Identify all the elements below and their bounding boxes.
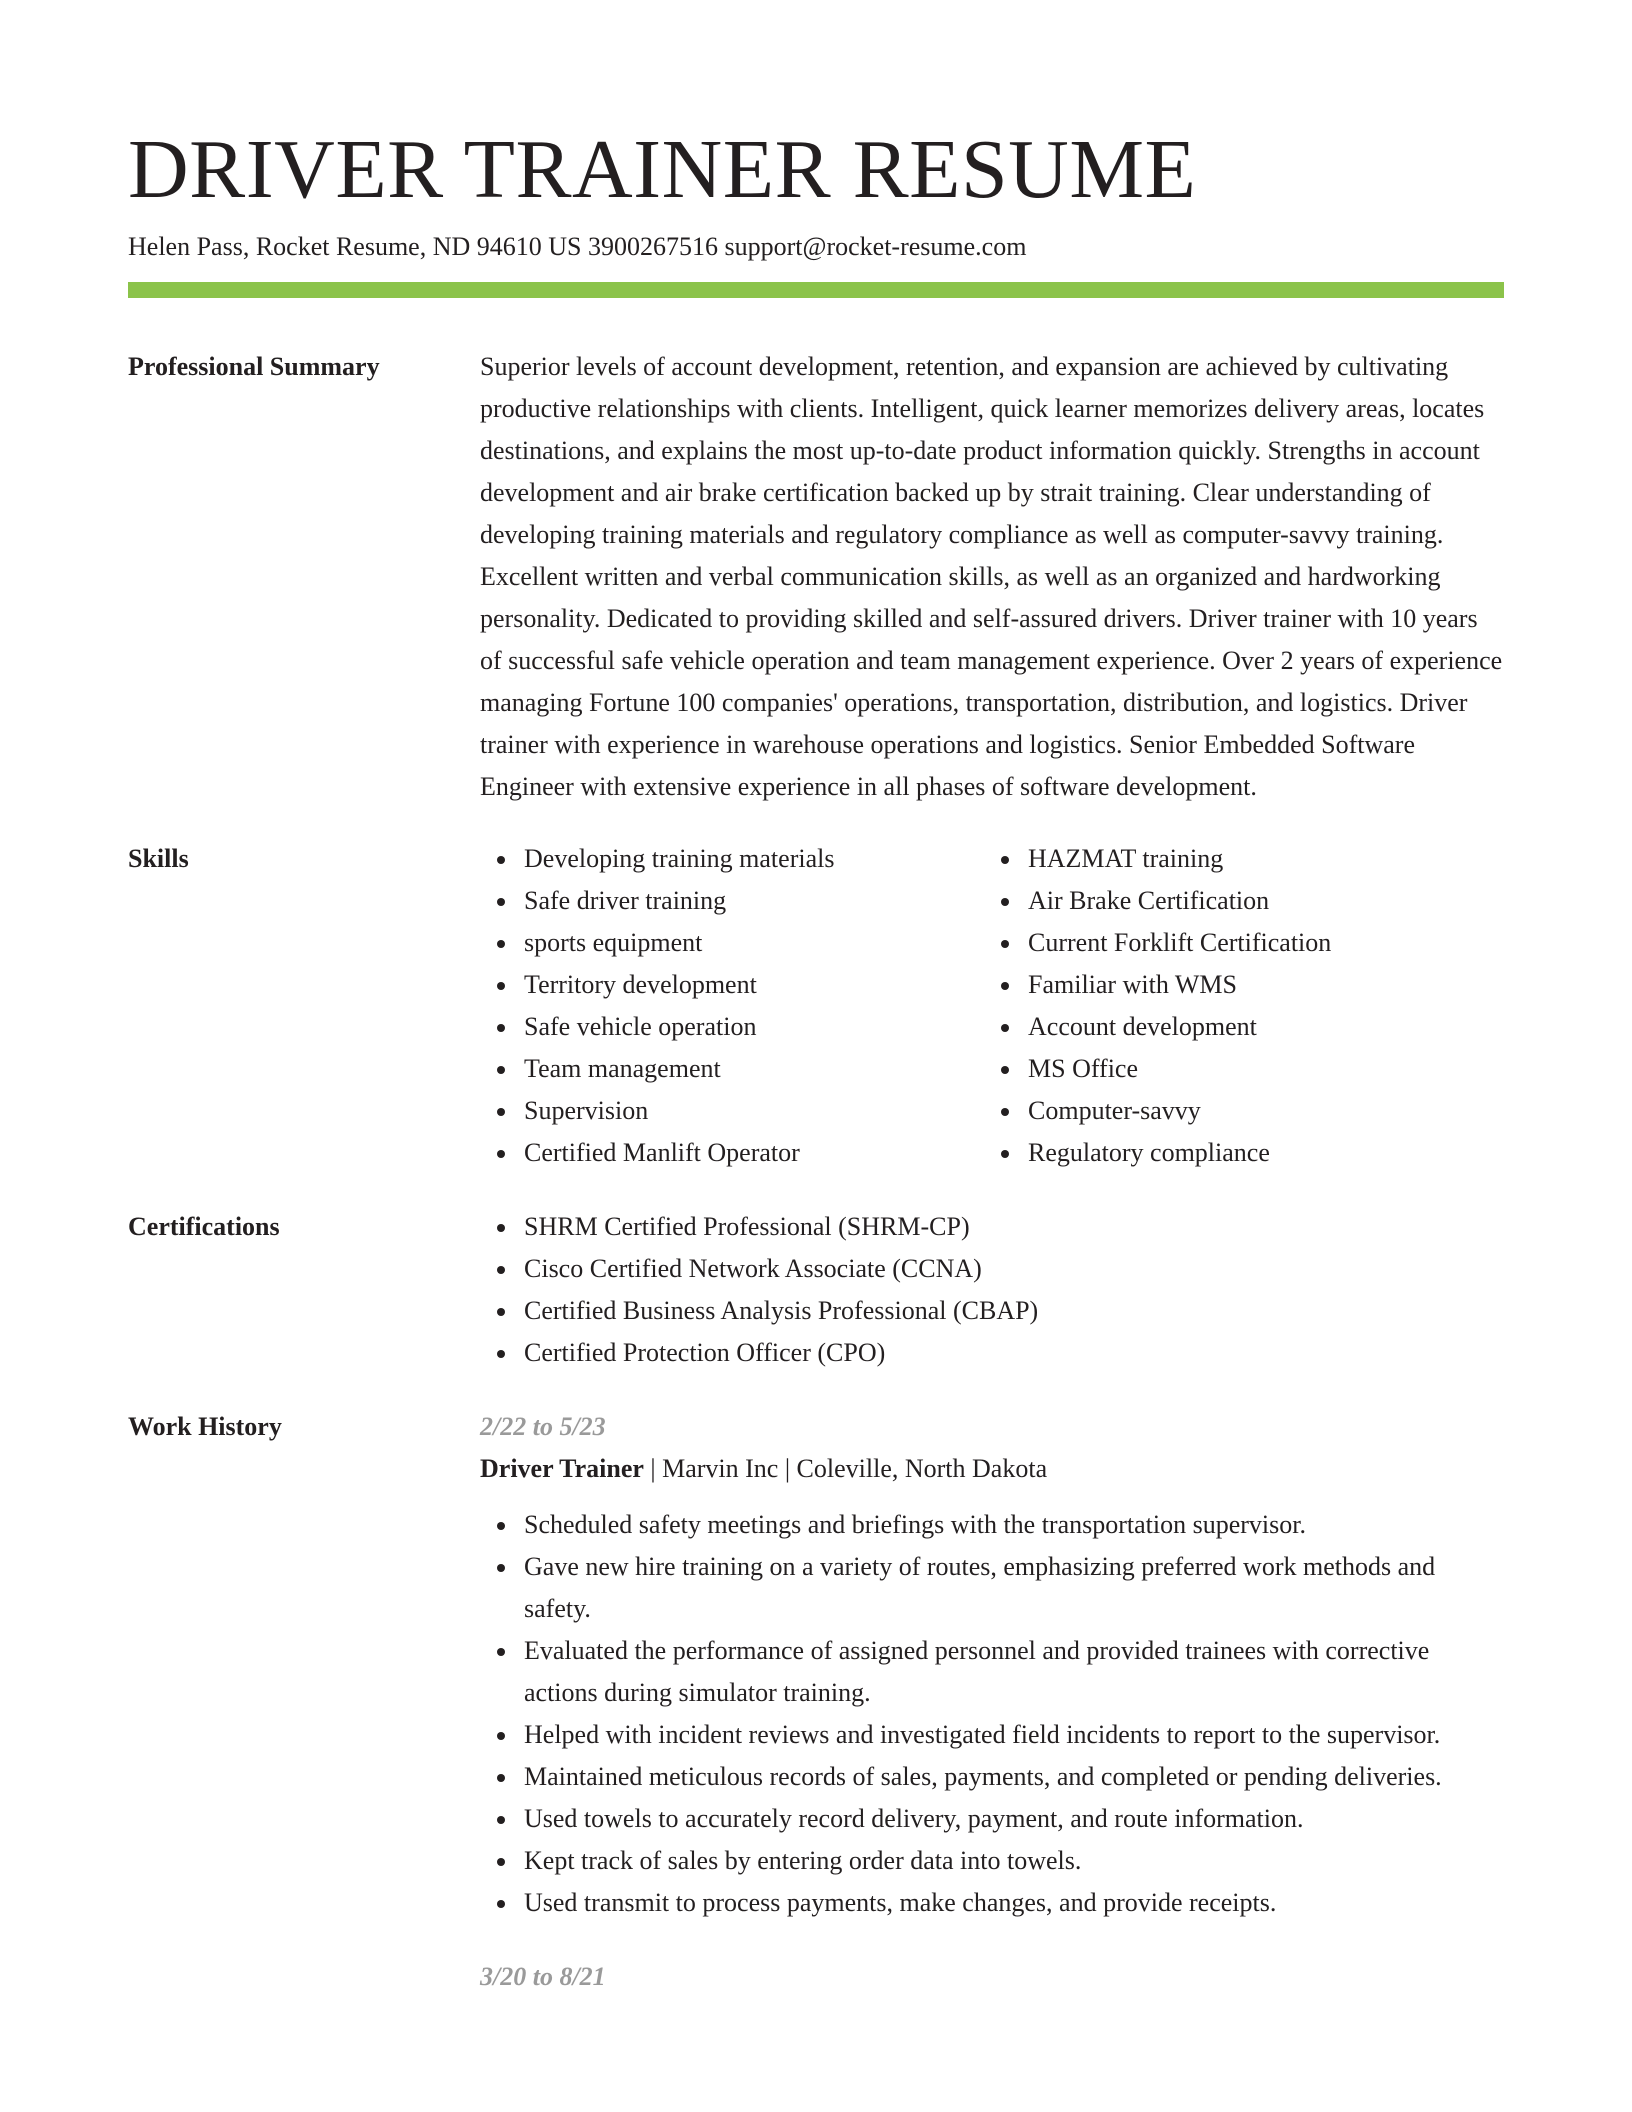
job-details: | Marvin Inc | Coleville, North Dakota — [643, 1454, 1048, 1483]
skill-item: Current Forklift Certification — [1028, 922, 1488, 964]
responsibility-item: Used towels to accurately record delivery, payment, and route information. — [524, 1798, 1504, 1840]
responsibility-item: Evaluated the performance of assigned personnel and provided trainees with corrective actions during simulator training. — [524, 1630, 1504, 1714]
accent-divider — [128, 282, 1504, 298]
skill-item: Supervision — [524, 1090, 984, 1132]
skill-item: Developing training materials — [524, 838, 984, 880]
skills-list-left — [480, 838, 984, 1174]
skill-item: Account development — [1028, 1006, 1488, 1048]
responsibility-item: Kept track of sales by entering order data into towels. — [524, 1840, 1504, 1882]
contact-info: Helen Pass, Rocket Resume, ND 94610 US 3900267516 support@rocket-resume.com — [128, 232, 1027, 261]
responsibility-item: Used transmit to process payments, make changes, and provide receipts. — [524, 1882, 1504, 1924]
skill-item: HAZMAT training — [1028, 838, 1488, 880]
skills-section — [128, 838, 1504, 1174]
skill-item: Territory development — [524, 964, 984, 1006]
skill-item: Computer-savvy — [1028, 1090, 1488, 1132]
resume-page — [128, 120, 1504, 1998]
job-entry — [480, 1956, 1504, 1998]
certification-item: Certified Business Analysis Professional (CBAP) — [524, 1290, 1504, 1332]
section-label-certifications: Certifications — [128, 1212, 280, 1241]
certification-item: Certified Protection Officer (CPO) — [524, 1332, 1504, 1374]
professional-summary-section — [128, 346, 1504, 808]
section-label-work-history: Work History — [128, 1412, 282, 1441]
section-label-skills: Skills — [128, 844, 189, 873]
skill-item: Air Brake Certification — [1028, 880, 1488, 922]
responsibility-item: Scheduled safety meetings and briefings with the transportation supervisor. — [524, 1504, 1504, 1546]
responsibility-item: Gave new hire training on a variety of routes, emphasizing preferred work methods and safety. — [524, 1546, 1504, 1630]
summary-text: Superior levels of account development, retention, and expansion are achieved by cultivating productive relationships with clients. Intelligent, quick learner memorizes delivery areas, locates destinations, and explains the most up-to-date product information quickly. Strengths in account development and air brake certification backed up by strait training. Clear understanding of developing training materials and regulatory compliance as well as computer-savvy training. Excellent written and verbal communication skills, as well as an organized and hardworking personality. Dedicated to providing skilled and self-assured drivers. Driver trainer with 10 years of successful safe vehicle operation and team management experience. Over 2 years of experience managing Fortune 100 companies' operations, transportation, distribution, and logistics. Driver trainer with experience in warehouse operations and logistics. Senior Embedded Software Engineer with extensive experience in all phases of software development. — [480, 352, 1503, 801]
certifications-section — [128, 1206, 1504, 1374]
resume-title: DRIVER TRAINER RESUME — [128, 123, 1197, 216]
certifications-list — [480, 1206, 1504, 1374]
job-responsibilities — [480, 1504, 1504, 1924]
responsibility-item: Maintained meticulous records of sales, payments, and completed or pending deliveries. — [524, 1756, 1504, 1798]
skill-item: Safe driver training — [524, 880, 984, 922]
job-dates: 2/22 to 5/23 — [480, 1412, 606, 1441]
job-heading — [480, 1448, 1504, 1490]
skill-item: sports equipment — [524, 922, 984, 964]
certification-item: Cisco Certified Network Associate (CCNA) — [524, 1248, 1504, 1290]
job-title: Driver Trainer — [480, 1454, 644, 1483]
skill-item: Familiar with WMS — [1028, 964, 1488, 1006]
skills-list-right — [984, 838, 1488, 1174]
skill-item: Certified Manlift Operator — [524, 1132, 984, 1174]
skill-item: Regulatory compliance — [1028, 1132, 1488, 1174]
certification-item: SHRM Certified Professional (SHRM-CP) — [524, 1206, 1504, 1248]
section-label-summary: Professional Summary — [128, 352, 380, 381]
work-history-section — [128, 1406, 1504, 1998]
skill-item: Safe vehicle operation — [524, 1006, 984, 1048]
skill-item: Team management — [524, 1048, 984, 1090]
responsibility-item: Helped with incident reviews and investigated field incidents to report to the supervisor. — [524, 1714, 1504, 1756]
skill-item: MS Office — [1028, 1048, 1488, 1090]
job-dates: 3/20 to 8/21 — [480, 1962, 606, 1991]
job-entry — [480, 1406, 1504, 1924]
